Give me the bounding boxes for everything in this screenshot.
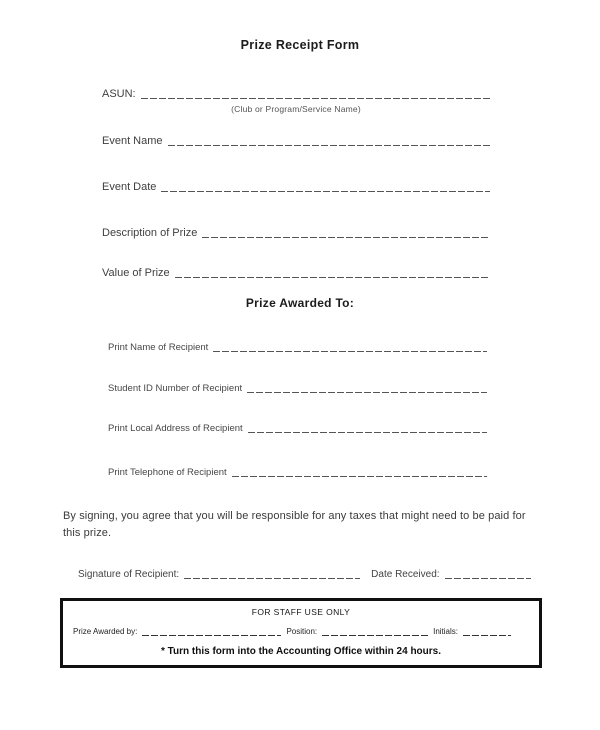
field-row-student-id-number-of-recipient [108, 383, 487, 394]
date-received-label: Date Received: [371, 569, 440, 580]
event-date-label: Event Date [102, 181, 157, 193]
value-of-prize-fill-line [175, 277, 490, 278]
student-id-number-of-recipient-fill-line [247, 392, 487, 393]
field-row-description-of-prize [102, 227, 490, 239]
initials-fill-line [463, 635, 511, 636]
staff-box-fields-row [73, 627, 511, 636]
field-row-print-telephone-of-recipient [108, 467, 487, 478]
print-telephone-of-recipient-fill-line [232, 476, 487, 477]
field-row-event-date [102, 181, 490, 193]
value-of-prize-label: Value of Prize [102, 267, 170, 279]
description-of-prize-fill-line [202, 237, 490, 238]
student-id-number-of-recipient-label: Student ID Number of Recipient [108, 383, 243, 394]
form-title: Prize Receipt Form [240, 38, 360, 52]
event-name-fill-line [168, 145, 490, 146]
prize-awarded-by-fill-line [142, 635, 281, 636]
asun-fill-line [141, 98, 490, 99]
asun-hint: (Club or Program/Service Name) [231, 104, 361, 114]
initials-label: Initials: [433, 627, 458, 636]
field-row-value-of-prize [102, 267, 490, 279]
print-name-of-recipient-label: Print Name of Recipient [108, 342, 209, 353]
print-local-address-of-recipient-label: Print Local Address of Recipient [108, 423, 243, 434]
prize-awarded-to-heading: Prize Awarded To: [245, 296, 355, 310]
signature-of-recipient-label: Signature of Recipient: [78, 569, 180, 580]
staff-box-heading: FOR STAFF USE ONLY [251, 607, 351, 617]
accounting-office-note: * Turn this form into the Accounting Office within 24 hours. [161, 646, 441, 657]
print-local-address-of-recipient-fill-line [248, 432, 487, 433]
event-date-fill-line [161, 191, 490, 192]
print-name-of-recipient-fill-line [213, 351, 487, 352]
description-of-prize-label: Description of Prize [102, 227, 198, 239]
staff-use-only-box [60, 598, 542, 668]
field-row-asun [102, 88, 490, 100]
tax-agreement-text: By signing, you agree that you will be responsible for any taxes that might need to be paid for this prize. [63, 510, 526, 539]
event-name-label: Event Name [102, 135, 163, 147]
field-row-print-name-of-recipient [108, 342, 487, 353]
signature-row [78, 569, 531, 580]
date-received-fill-line [445, 578, 531, 579]
field-row-print-local-address-of-recipient [108, 423, 487, 434]
print-telephone-of-recipient-label: Print Telephone of Recipient [108, 467, 227, 478]
asun-label: ASUN: [102, 88, 136, 100]
field-row-event-name [102, 135, 490, 147]
signature-fill-line [184, 578, 360, 579]
position-label: Position: [286, 627, 318, 636]
prize-awarded-by-label: Prize Awarded by: [73, 627, 138, 636]
position-fill-line [322, 635, 428, 636]
